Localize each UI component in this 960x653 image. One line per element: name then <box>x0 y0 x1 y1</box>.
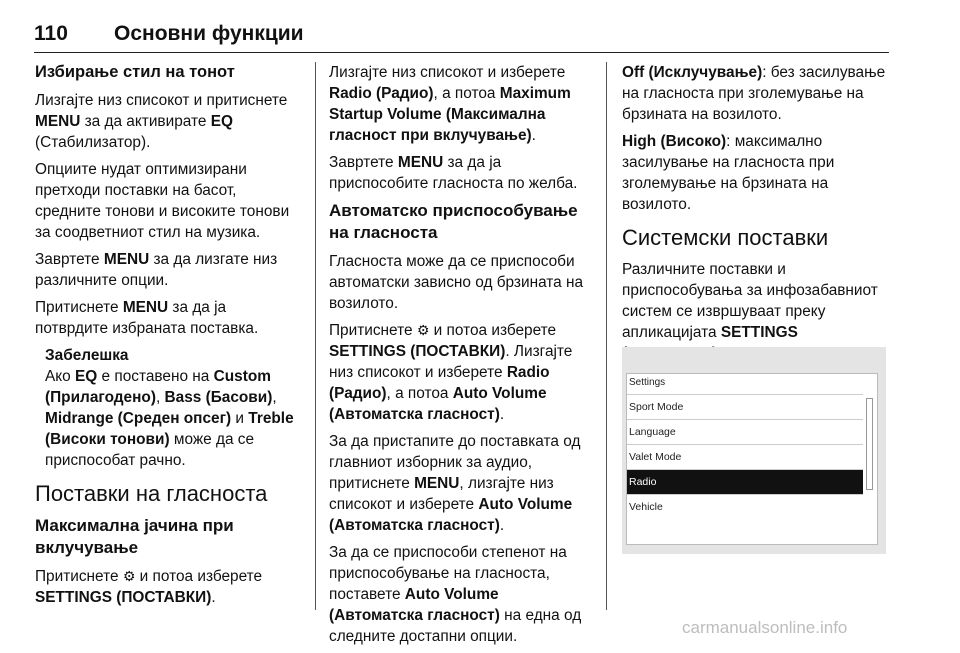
column-divider <box>315 62 316 610</box>
watermark: carmanualsonline.info <box>682 618 848 637</box>
subsection-heading-max-volume: Максимална јачина при вклучување <box>35 516 234 557</box>
paragraph: Различните поставки и приспособувања за инфозабавниот систем се извршуваат преку апликацијата SETTINGS <box>622 261 878 341</box>
settings-menu-item[interactable]: Valet Mode <box>627 444 863 469</box>
paragraph: Притиснете ⚙ и потоа изберете SETTINGS (ПОСТАВКИ). <box>35 568 263 606</box>
settings-menu-item[interactable]: Radio <box>627 469 863 494</box>
paragraph: Опциите нудат оптимизирани претходи поставки на басот, средните тонови и високите тонови за соодветниот стил на музика. <box>35 161 290 241</box>
settings-menu-panel <box>626 373 878 545</box>
paragraph: Завртете MENU за да лизгате низ различните опции. <box>35 251 278 289</box>
paragraph: Завртете MENU за да ја приспособите гласноста по желба. <box>329 154 578 192</box>
column-2 <box>329 62 591 653</box>
paragraph: Притиснете MENU за да ја потврдите избраната поставка. <box>35 299 259 337</box>
menu-scrollbar[interactable] <box>866 398 873 490</box>
page-title: Основни функции <box>114 22 304 45</box>
section-heading-volume-settings: Поставки на гласноста <box>35 481 268 506</box>
column-1 <box>35 62 303 614</box>
section-heading-tone-style: Избирање стил на тонот <box>35 63 235 81</box>
column-divider <box>606 62 607 610</box>
settings-gear-icon: ⚙ <box>416 322 430 338</box>
paragraph: За да пристапите до поставката од главниот изборник за аудио, притиснете MENU, лизгајте низ списокот и изберете Auto Volume (Автоматска гласност). <box>329 433 581 534</box>
settings-gear-icon: ⚙ <box>122 568 136 584</box>
note-box <box>45 345 303 471</box>
page-number: 110 <box>34 22 68 45</box>
page-header <box>34 18 889 53</box>
paragraph: Лизгајте низ списокот и изберете Radio (Радио), а потоа Maximum Startup Volume (Максимална гласност при вклучување). <box>329 64 571 144</box>
section-heading-system-settings: Системски поставки <box>622 225 829 250</box>
settings-menu-title: Settings <box>629 377 666 388</box>
paragraph: Лизгајте низ списокот и притиснете MENU за да активирате EQ (Стабилизатор). <box>35 92 288 151</box>
note-title: Забелешка <box>45 347 129 364</box>
settings-menu-item[interactable]: Vehicle <box>627 494 863 519</box>
paragraph: Off (Исклучување): без засилување на гласноста при зголемување на брзината на возилото. <box>622 64 886 123</box>
paragraph: Притиснете ⚙ и потоа изберете SETTINGS (ПОСТАВКИ). Лизгајте низ списокот и изберете Radio (Радио), а потоа Auto Volume (Автоматска гласност). <box>329 322 573 423</box>
subsection-heading-auto-volume: Автоматско приспособување на гласноста <box>329 201 578 242</box>
paragraph: За да се приспособи степенот на приспособување на гласноста, поставете Auto Volume (Автоматска гласност) на една од следните достапни опции. <box>329 544 582 645</box>
paragraph: Гласноста може да се приспособи автоматски зависно од брзината на возилото. <box>329 253 584 312</box>
column-3 <box>622 62 892 370</box>
settings-screen-illustration <box>622 347 886 554</box>
settings-menu-item[interactable]: Language <box>627 419 863 444</box>
settings-menu-item[interactable]: Sport Mode <box>627 394 863 419</box>
settings-menu-list <box>627 394 863 519</box>
paragraph: High (Високо): максимално засилување на гласноста при зголемување на брзината на возилото. <box>622 133 835 213</box>
note-text: Ако EQ е поставено на Custom (Прилагодено), Bass (Басови), Midrange (Среден опсег) и Treble (Високи тонови) може да се приспособат рачно. <box>45 368 294 469</box>
